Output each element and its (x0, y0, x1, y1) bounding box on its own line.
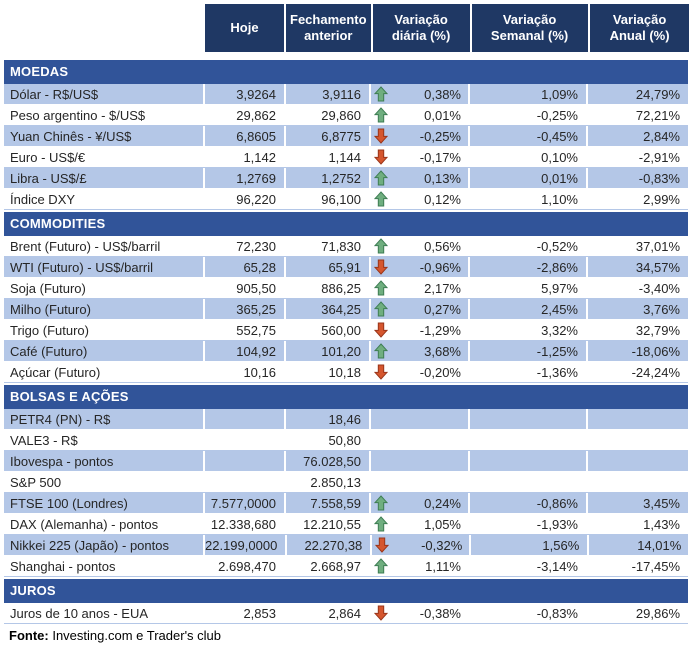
row-label: Café (Futuro) (4, 341, 205, 361)
row-label: PETR4 (PN) - R$ (4, 409, 205, 429)
table-row (4, 451, 688, 472)
cell-variacao-diaria (371, 556, 470, 576)
cell-variacao-anual: -17,45% (631, 558, 680, 574)
table-row (4, 299, 688, 320)
cell-variacao-semanal: -1,25% (470, 341, 588, 361)
row-label: Shanghai - pontos (10, 558, 116, 574)
table-row (4, 105, 688, 126)
cell-variacao-semanal (470, 409, 588, 429)
row-label: Juros de 10 anos - EUA (10, 605, 149, 621)
cell-fechamento-anterior: 10,18 (328, 364, 361, 380)
cell-fechamento-anterior: 96,100 (321, 191, 361, 207)
cell-hoje: 96,220 (236, 191, 276, 207)
table-row (4, 189, 688, 210)
cell-fechamento-anterior: 6,8775 (286, 126, 371, 146)
cell-variacao-diaria (371, 451, 470, 471)
cell-variacao-semanal (470, 472, 588, 492)
source-label: Fonte: (9, 628, 49, 643)
variacao-diaria-value: 2,17% (424, 280, 461, 296)
trend-arrow-icon (374, 86, 388, 102)
table-row (4, 126, 688, 147)
variacao-diaria-value: -0,17% (419, 149, 461, 165)
variacao-diaria-value: -1,29% (419, 322, 461, 338)
table-row (4, 147, 688, 168)
cell-variacao-anual: -18,06% (631, 343, 680, 359)
table-row (4, 84, 688, 105)
row-label: Trigo (Futuro) (10, 322, 89, 338)
trend-arrow-icon (374, 605, 388, 621)
row-label: Açúcar (Futuro) (10, 364, 101, 380)
trend-arrow-icon (374, 170, 388, 186)
trend-arrow-icon (374, 516, 388, 532)
column-header-variacao-anual: Variação Anual (%) (590, 4, 689, 52)
trend-arrow-icon (374, 149, 388, 165)
row-label: Libra - US$/£ (4, 168, 205, 188)
row-label: Yuan Chinês - ¥/US$ (4, 126, 205, 146)
cell-hoje: 29,862 (236, 107, 276, 123)
row-label: Dólar - R$/US$ (4, 84, 205, 104)
cell-hoje: 7.577,0000 (205, 493, 286, 513)
cell-variacao-diaria (371, 472, 470, 492)
variacao-diaria-value: 1,05% (424, 516, 461, 532)
cell-hoje: 6,8605 (205, 126, 286, 146)
cell-fechamento-anterior: 560,00 (321, 322, 361, 338)
trend-arrow-icon (374, 364, 388, 380)
table-row (4, 430, 688, 451)
cell-hoje: 3,9264 (205, 84, 286, 104)
row-label: Milho (Futuro) (4, 299, 205, 319)
table-row (4, 278, 688, 299)
cell-variacao-anual (588, 430, 688, 450)
cell-variacao-anual: 34,57% (635, 259, 680, 275)
table-row (4, 257, 688, 278)
row-label: Índice DXY (10, 191, 76, 207)
column-header-variacao-semanal: Variação Semanal (%) (472, 4, 590, 52)
cell-variacao-semanal: 1,09% (470, 84, 588, 104)
trend-arrow-icon (374, 301, 388, 317)
table-row (4, 603, 688, 624)
cell-variacao-diaria (371, 320, 470, 340)
cell-variacao-semanal: -0,83% (536, 605, 578, 621)
cell-variacao-anual: 2,99% (643, 191, 680, 207)
row-label: Brent (Futuro) - US$/barril (10, 238, 161, 254)
cell-variacao-diaria (371, 341, 470, 361)
cell-hoje: 65,28 (205, 257, 286, 277)
source-text: Investing.com e Trader's club (52, 628, 222, 643)
cell-variacao-diaria (371, 84, 470, 104)
cell-variacao-anual: 2,84% (643, 128, 680, 144)
cell-fechamento-anterior: 22.270,38 (287, 535, 372, 555)
trend-arrow-icon (374, 343, 388, 359)
cell-fechamento-anterior: 18,46 (286, 409, 371, 429)
cell-variacao-semanal: -1,36% (536, 364, 578, 380)
cell-fechamento-anterior: 12.210,55 (303, 516, 361, 532)
cell-variacao-diaria (371, 299, 470, 319)
cell-variacao-anual: 72,21% (635, 107, 680, 123)
cell-hoje: 2,853 (243, 605, 276, 621)
row-label: Ibovespa - pontos (4, 451, 205, 471)
cell-hoje (205, 451, 286, 471)
table-row (4, 320, 688, 341)
table-row (4, 409, 688, 430)
cell-variacao-diaria (371, 257, 470, 277)
cell-variacao-anual: -24,24% (631, 364, 680, 380)
row-label: Nikkei 225 (Japão) - pontos (4, 535, 205, 555)
row-label: S&P 500 (10, 474, 62, 490)
row-label: DAX (Alemanha) - pontos (10, 516, 159, 532)
cell-hoje: 104,92 (205, 341, 286, 361)
cell-variacao-anual (588, 451, 688, 471)
cell-variacao-anual: -2,91% (638, 149, 680, 165)
cell-hoje: 12.338,680 (210, 516, 276, 532)
cell-variacao-diaria (372, 535, 471, 555)
cell-variacao-semanal: 3,32% (541, 322, 578, 338)
cell-variacao-diaria (371, 126, 470, 146)
cell-variacao-semanal: 2,45% (470, 299, 588, 319)
trend-arrow-icon (374, 238, 388, 254)
cell-variacao-semanal: 5,97% (541, 280, 578, 296)
cell-variacao-anual: 37,01% (635, 238, 680, 254)
cell-fechamento-anterior: 364,25 (286, 299, 371, 319)
column-header-hoje: Hoje (205, 4, 286, 52)
cell-variacao-diaria (371, 409, 470, 429)
cell-variacao-semanal: -3,14% (536, 558, 578, 574)
cell-variacao-anual: 29,86% (635, 605, 680, 621)
table-row (4, 535, 688, 556)
trend-arrow-icon (374, 191, 388, 207)
cell-variacao-anual: 24,79% (635, 86, 680, 102)
cell-fechamento-anterior: 2.850,13 (310, 474, 361, 490)
section-header-commodities: COMMODITIES (4, 212, 688, 236)
cell-variacao-diaria (371, 514, 470, 534)
cell-variacao-diaria (371, 168, 470, 188)
variacao-diaria-value: -0,32% (421, 537, 463, 553)
table-row (4, 168, 688, 189)
cell-fechamento-anterior: 3,9116 (286, 84, 371, 104)
cell-hoje (205, 409, 286, 429)
cell-variacao-diaria (371, 236, 470, 256)
cell-variacao-anual: 3,45% (643, 495, 680, 511)
cell-hoje: 1,142 (243, 149, 276, 165)
trend-arrow-icon (374, 495, 388, 511)
table-row (4, 236, 688, 257)
cell-variacao-semanal: 1,10% (541, 191, 578, 207)
cell-hoje (205, 472, 286, 492)
section-header-bolsas-e-acoes: BOLSAS E AÇÕES (4, 385, 688, 409)
column-header-fechamento-anterior: Fechamento anterior (286, 4, 373, 52)
cell-variacao-anual: 1,43% (643, 516, 680, 532)
cell-variacao-semanal: 0,10% (541, 149, 578, 165)
cell-fechamento-anterior: 886,25 (321, 280, 361, 296)
variacao-diaria-value: 3,68% (424, 343, 461, 359)
trend-arrow-icon (374, 128, 388, 144)
cell-variacao-anual (588, 472, 688, 492)
variacao-diaria-value: 0,01% (424, 107, 461, 123)
cell-variacao-anual: -0,83% (638, 170, 680, 186)
cell-variacao-semanal: -0,86% (470, 493, 588, 513)
cell-variacao-diaria (371, 147, 470, 167)
column-header-variacao-diaria: Variação diária (%) (373, 4, 472, 52)
cell-variacao-anual: 14,01% (637, 537, 682, 553)
header-spacer (4, 4, 205, 52)
cell-variacao-semanal: -2,86% (470, 257, 588, 277)
variacao-diaria-value: 0,13% (424, 170, 461, 186)
cell-variacao-diaria (371, 493, 470, 513)
table-row (4, 472, 688, 493)
cell-variacao-diaria (371, 278, 470, 298)
cell-fechamento-anterior: 1,2752 (286, 168, 371, 188)
source-note (4, 627, 688, 645)
variacao-diaria-value: -0,20% (419, 364, 461, 380)
trend-arrow-icon (374, 259, 388, 275)
cell-fechamento-anterior: 76.028,50 (286, 451, 371, 471)
cell-variacao-semanal: -0,45% (470, 126, 588, 146)
table-row (4, 493, 688, 514)
variacao-diaria-value: 0,24% (424, 495, 461, 511)
cell-fechamento-anterior: 71,830 (321, 238, 361, 254)
variacao-diaria-value: 0,27% (424, 301, 461, 317)
cell-hoje: 10,16 (243, 364, 276, 380)
variacao-diaria-value: 0,38% (424, 86, 461, 102)
table-row (4, 341, 688, 362)
cell-variacao-semanal: 0,01% (470, 168, 588, 188)
cell-variacao-semanal (470, 451, 588, 471)
cell-variacao-anual: 32,79% (635, 322, 680, 338)
variacao-diaria-value: -0,96% (419, 259, 461, 275)
cell-variacao-semanal (470, 430, 588, 450)
cell-fechamento-anterior: 1,144 (328, 149, 361, 165)
variacao-diaria-value: -0,25% (419, 128, 461, 144)
trend-arrow-icon (374, 107, 388, 123)
cell-variacao-diaria (371, 603, 470, 623)
cell-fechamento-anterior: 29,860 (321, 107, 361, 123)
cell-variacao-semanal: -0,52% (536, 238, 578, 254)
row-label: Peso argentino - $/US$ (10, 107, 146, 123)
cell-hoje: 1,2769 (205, 168, 286, 188)
cell-variacao-diaria (371, 189, 470, 209)
cell-variacao-anual: -3,40% (638, 280, 680, 296)
variacao-diaria-value: -0,38% (419, 605, 461, 621)
cell-variacao-anual: 3,76% (643, 301, 680, 317)
row-label: WTI (Futuro) - US$/barril (4, 257, 205, 277)
variacao-diaria-value: 0,12% (424, 191, 461, 207)
row-label: Soja (Futuro) (10, 280, 86, 296)
cell-variacao-semanal: 1,56% (471, 535, 589, 555)
cell-variacao-diaria (371, 105, 470, 125)
table-row (4, 556, 688, 577)
row-label: VALE3 - R$ (10, 432, 78, 448)
cell-hoje (205, 430, 286, 450)
cell-hoje: 905,50 (236, 280, 276, 296)
cell-variacao-semanal: -0,25% (536, 107, 578, 123)
variacao-diaria-value: 0,56% (424, 238, 461, 254)
cell-hoje: 72,230 (236, 238, 276, 254)
section-header-juros: JUROS (4, 579, 688, 603)
trend-arrow-icon (374, 322, 388, 338)
cell-fechamento-anterior: 2.668,97 (310, 558, 361, 574)
cell-hoje: 2.698,470 (218, 558, 276, 574)
cell-variacao-diaria (371, 430, 470, 450)
cell-hoje: 552,75 (236, 322, 276, 338)
column-header-row (4, 4, 688, 52)
section-header-moedas: MOEDAS (4, 60, 688, 84)
variacao-diaria-value: 1,11% (425, 558, 461, 574)
trend-arrow-icon (374, 280, 388, 296)
cell-hoje: 365,25 (205, 299, 286, 319)
table-row (4, 514, 688, 535)
cell-fechamento-anterior: 50,80 (328, 432, 361, 448)
cell-fechamento-anterior: 101,20 (286, 341, 371, 361)
trend-arrow-icon (374, 558, 388, 574)
trend-arrow-icon (375, 537, 389, 553)
cell-fechamento-anterior: 65,91 (286, 257, 371, 277)
cell-fechamento-anterior: 2,864 (328, 605, 361, 621)
table-row (4, 362, 688, 383)
cell-variacao-semanal: -1,93% (536, 516, 578, 532)
cell-variacao-anual (588, 409, 688, 429)
cell-fechamento-anterior: 7.558,59 (286, 493, 371, 513)
row-label: FTSE 100 (Londres) (4, 493, 205, 513)
row-label: Euro - US$/€ (10, 149, 86, 165)
cell-hoje: 22.199,0000 (205, 535, 287, 555)
cell-variacao-diaria (371, 362, 470, 382)
